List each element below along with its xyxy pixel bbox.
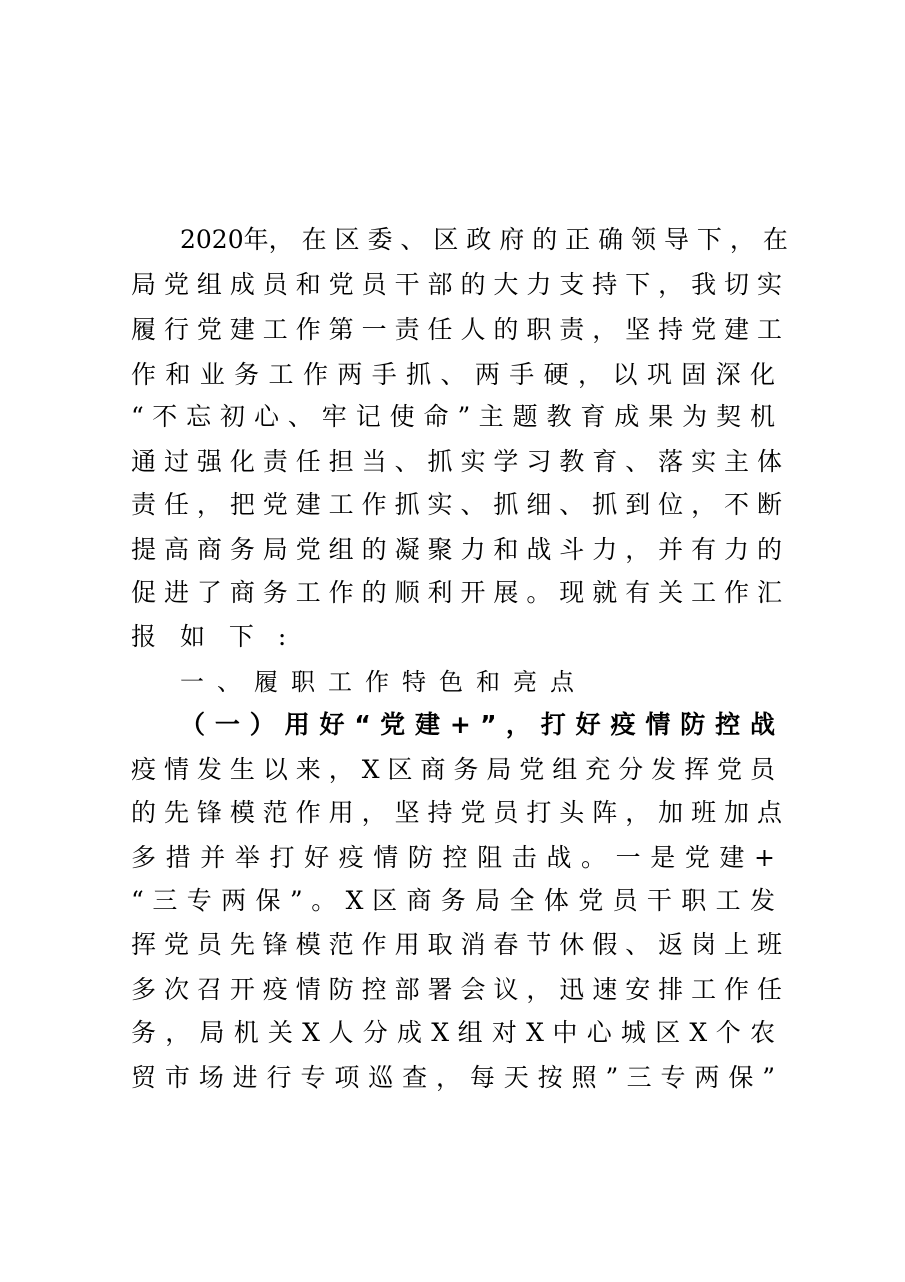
- section-heading: 一、履职工作特色和亮点: [180, 668, 587, 696]
- body-line-6: 多 次 召 开 疫 情 防 控 部 署 会 议 ， 迅 速 安 排 工 作 任: [131, 975, 782, 1004]
- body-line-4: “ 三 专 两 保 ” 。 X 区 商 务 局 全 体 党 员 干 职 工 发: [131, 886, 775, 915]
- intro-line-4: 作 和 业 务 工 作 两 手 抓 、 两 手 硬 ， 以 巩 固 深 化: [131, 360, 775, 389]
- intro-line-5: “ 不 忘 初 心 、 牢 记 使 命 ” 主 题 教 育 成 果 为 契 机: [131, 402, 775, 431]
- body-line-3: 多 措 并 举 打 好 疫 情 防 控 阻 击 战 。 一 是 党 建 +: [131, 843, 775, 872]
- intro-line-7: 责 任 ， 把 党 建 工 作 抓 实 、 抓 细 、 抓 到 位 ， 不 断: [131, 490, 782, 519]
- intro-line-6: 通 过 强 化 责 任 担 当 、 抓 实 学 习 教 育 、 落 实 主 体: [131, 447, 782, 476]
- body-line-8: 贸 市 场 进 行 专 项 巡 查 ， 每 天 按 照 ” 三 专 两 保 ”: [131, 1063, 775, 1092]
- subsection-heading: （ 一 ） 用 好 “ 党 建 + ” ， 打 好 疫 情 防 控 战: [180, 710, 775, 739]
- body-line-5: 挥 党 员 先 锋 模 范 作 用 取 消 春 节 休 假 、 返 岗 上 班: [131, 930, 782, 959]
- intro-line-2: 局 党 组 成 员 和 党 员 干 部 的 大 力 支 持 下 ， 我 切 实: [131, 270, 782, 299]
- intro-line-3: 履 行 党 建 工 作 第 一 责 任 人 的 职 责 ， 坚 持 党 建 工: [131, 315, 782, 344]
- body-line-7: 务 ， 局 机 关 X 人 分 成 X 组 对 X 中 心 城 区 X 个 农: [131, 1018, 775, 1047]
- body-line-2: 的 先 锋 模 范 作 用 ， 坚 持 党 员 打 头 阵 ， 加 班 加 点: [131, 798, 782, 827]
- body-line-1: 疫 情 发 生 以 来 ， X 区 商 务 局 党 组 充 分 发 挥 党 员: [131, 755, 775, 784]
- intro-line-10: 报 如 下 :: [131, 622, 295, 651]
- intro-line-8: 提 高 商 务 局 党 组 的 凝 聚 力 和 战 斗 力 ， 并 有 力 的: [131, 535, 782, 564]
- intro-line-9: 促 进 了 商 务 工 作 的 顺 利 开 展 。 现 就 有 关 工 作 汇: [131, 578, 782, 607]
- intro-line-1: 2020年， 在 区 委 、 区 政 府 的 正 确 领 导 下 ， 在: [180, 225, 788, 254]
